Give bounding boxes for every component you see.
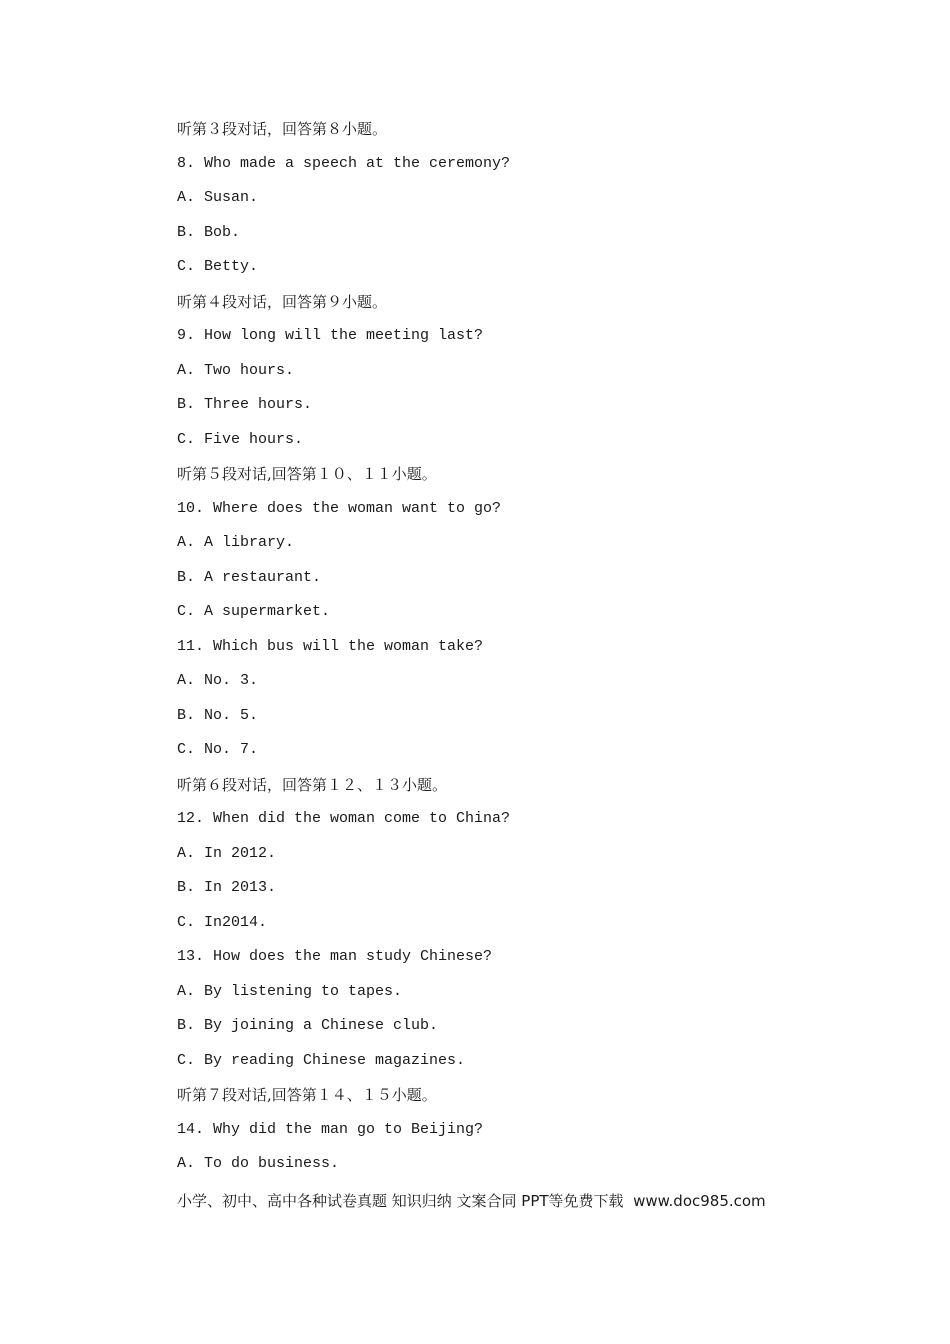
answer-option: C. No. 7. [177, 741, 259, 758]
answer-option: A. A library. [177, 534, 295, 551]
section-instruction: 听第６段对话，回答第１２、１３小题。 [177, 775, 448, 794]
answer-option: B. In 2013. [177, 879, 277, 896]
answer-option: A. To do business. [177, 1155, 340, 1172]
question-text: 8. Who made a speech at the ceremony? [177, 154, 511, 172]
answer-option: A. In 2012. [177, 844, 277, 862]
answer-option: C. By reading Chinese magazines. [177, 1051, 466, 1069]
answer-option: B. A restaurant. [177, 568, 322, 586]
answer-option: B. Bob. [177, 223, 241, 241]
question-text: 14. Why did the man go to Beijing? [177, 1120, 484, 1138]
answer-option: A. Susan. [177, 189, 259, 206]
answer-option: C. A supermarket. [177, 603, 331, 620]
section-instruction: 听第７段对话,回答第１４、１５小题。 [177, 1086, 437, 1104]
document-body [177, 116, 877, 1186]
question-text: 12. When did the woman come to China? [177, 810, 511, 827]
section-instruction: 听第３段对话，回答第８小题。 [177, 120, 388, 138]
footer-watermark: 小学、初中、高中各种试卷真题 知识归纳 文案合同 PPT等免费下载 www.doc985.com [177, 1192, 766, 1210]
answer-option: A. Two hours. [177, 361, 295, 379]
question-text: 10. Where does the woman want to go? [177, 499, 502, 517]
answer-option: B. Three hours. [177, 396, 313, 413]
answer-option: C. Betty. [177, 258, 259, 275]
answer-option: B. By joining a Chinese club. [177, 1017, 439, 1034]
answer-option: C. Five hours. [177, 430, 304, 448]
answer-option: C. In2014. [177, 913, 268, 931]
answer-option: A. No. 3. [177, 672, 259, 689]
question-text: 13. How does the man study Chinese? [177, 948, 493, 965]
question-text: 9. How long will the meeting last? [177, 327, 484, 344]
section-instruction: 听第５段对话,回答第１０、１１小题。 [177, 465, 437, 483]
question-text: 11. Which bus will the woman take? [177, 637, 484, 655]
section-instruction: 听第４段对话，回答第９小题。 [177, 292, 388, 311]
answer-option: B. No. 5. [177, 706, 259, 724]
answer-option: A. By listening to tapes. [177, 982, 403, 1000]
